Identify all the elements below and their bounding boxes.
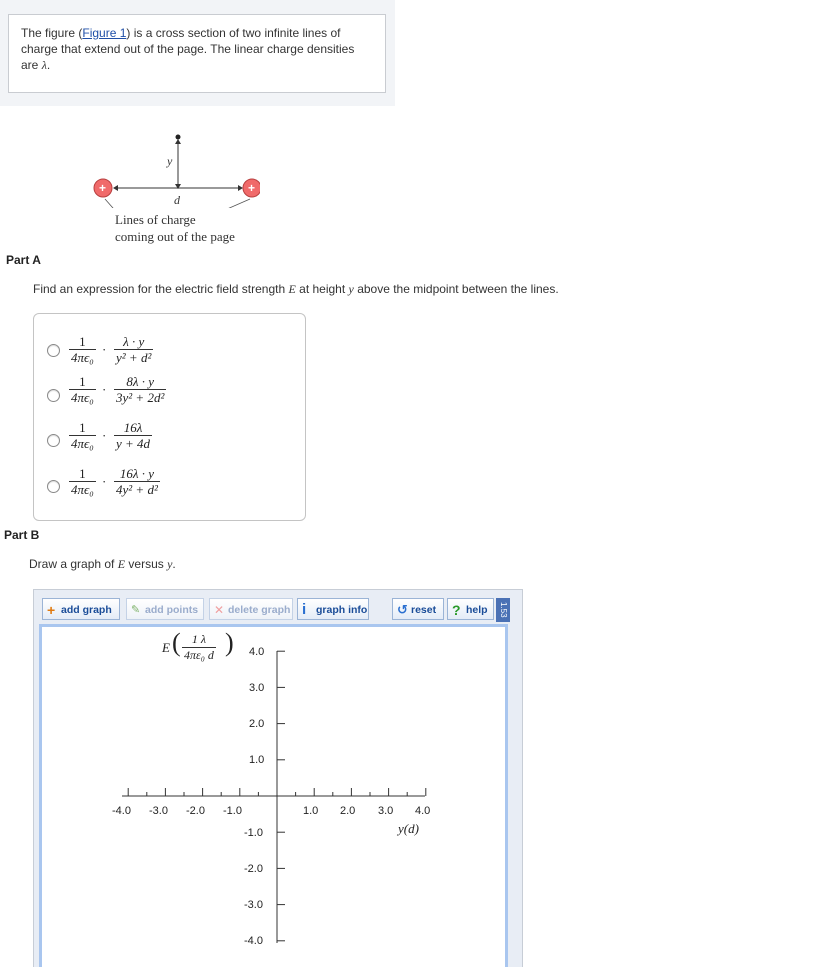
- choice-4-num: 16λ · y: [119, 466, 154, 481]
- part-b-E: E: [117, 557, 126, 571]
- reset-label: reset: [411, 604, 437, 616]
- x-tick-neg1: -1.0: [223, 805, 242, 817]
- help-question-icon: ?: [452, 602, 461, 618]
- choice-2-num: 8λ · y: [126, 374, 154, 389]
- y-tick-4: 4.0: [249, 646, 265, 658]
- y-tick-neg4: -4.0: [244, 935, 263, 947]
- choice-1-coef-den: 4πϵ₀: [71, 350, 94, 365]
- paren-left: (: [172, 628, 181, 657]
- figure-caption-line2: coming out of the page: [115, 229, 235, 244]
- delete-graph-label: delete graph: [228, 604, 291, 616]
- y-tick-neg2: -2.0: [244, 863, 263, 875]
- part-a-prompt-1: Find an expression for the electric field strength: [33, 282, 289, 296]
- intro-period: .: [46, 58, 51, 72]
- choice-3-dot: ·: [102, 428, 107, 443]
- choice-1-dot: ·: [102, 342, 107, 357]
- part-b-label: Part B: [4, 528, 40, 542]
- part-a-prompt-2: at height: [295, 282, 349, 296]
- y-tick-3: 3.0: [249, 682, 265, 694]
- figure-y-label: y: [167, 154, 173, 168]
- part-a-prompt-3: above the midpoint between the lines.: [353, 282, 559, 296]
- part-a-label: Part A: [6, 253, 41, 267]
- x-tick-4: 4.0: [415, 805, 431, 817]
- choice-4-dot: ·: [102, 474, 107, 489]
- choice-1-den: y² + d²: [116, 350, 152, 365]
- choice-1-coef-num: 1: [79, 334, 86, 349]
- choice-2-den: 3y² + 2d²: [116, 390, 165, 405]
- y-tick-1: 1.0: [249, 754, 265, 766]
- choice-1-num: λ · y: [123, 334, 145, 349]
- info-icon: i: [302, 601, 307, 618]
- choice-4-coef-num: 1: [79, 466, 86, 481]
- x-tick-2: 2.0: [340, 805, 356, 817]
- part-a-y: y: [348, 282, 354, 296]
- x-tick-neg3: -3.0: [149, 805, 168, 817]
- y-tick-neg1: -1.0: [244, 827, 263, 839]
- version-badge: 1.53: [496, 598, 510, 622]
- y-tick-neg3: -3.0: [244, 899, 263, 911]
- part-b-y: y: [167, 557, 173, 571]
- x-axis-label: y(d): [398, 821, 419, 836]
- choice-2-coef-den: 4πϵ₀: [71, 390, 94, 405]
- add-graph-label: add graph: [61, 604, 112, 616]
- left-charge-plus: +: [99, 181, 107, 195]
- part-b-prompt-3: .: [172, 557, 176, 571]
- lambda-symbol: λ: [41, 58, 47, 72]
- graph-info-label: graph info: [316, 604, 368, 616]
- y-tick-2: 2.0: [249, 718, 265, 730]
- y-axis-unit-den: 4πε₀ d: [184, 648, 214, 662]
- y-axis-unit-num: 1 λ: [191, 632, 207, 646]
- choice-3-coef-den: 4πϵ₀: [71, 436, 94, 451]
- choice-3-coef-num: 1: [79, 420, 86, 435]
- add-points-label: add points: [145, 604, 199, 616]
- intro-text-before: The figure (: [21, 26, 83, 40]
- figure-link[interactable]: Figure 1: [82, 26, 127, 40]
- pencil-icon: ✎: [131, 604, 141, 616]
- choice-3-num: 16λ: [123, 420, 143, 435]
- choice-2-dot: ·: [102, 382, 107, 397]
- y-axis-label-E: E: [162, 640, 170, 655]
- x-tick-neg4: -4.0: [112, 805, 131, 817]
- x-tick-1: 1.0: [303, 805, 319, 817]
- plus-icon: +: [47, 602, 56, 618]
- reset-icon: ↺: [397, 602, 408, 617]
- delete-x-icon: ✕: [214, 603, 225, 617]
- x-tick-3: 3.0: [378, 805, 394, 817]
- choice-2-coef-num: 1: [79, 374, 86, 389]
- choice-4-den: 4y² + d²: [116, 482, 158, 497]
- x-tick-neg2: -2.0: [186, 805, 205, 817]
- figure-caption-line1: Lines of charge: [115, 212, 196, 227]
- paren-right: ): [225, 628, 234, 657]
- help-label: help: [466, 604, 488, 616]
- choice-3-den: y + 4d: [116, 436, 151, 451]
- choice-4-coef-den: 4πϵ₀: [71, 482, 94, 497]
- part-a-E: E: [288, 282, 296, 296]
- part-b-prompt-1: Draw a graph of: [29, 557, 118, 571]
- intro-text-after: ) is a cross section of two infinite lines of charge that extend out of the page. The linear charge densities are: [21, 26, 355, 72]
- right-charge-plus: +: [248, 181, 256, 195]
- part-b-prompt-2: versus: [125, 557, 168, 571]
- figure-d-label: d: [174, 193, 180, 207]
